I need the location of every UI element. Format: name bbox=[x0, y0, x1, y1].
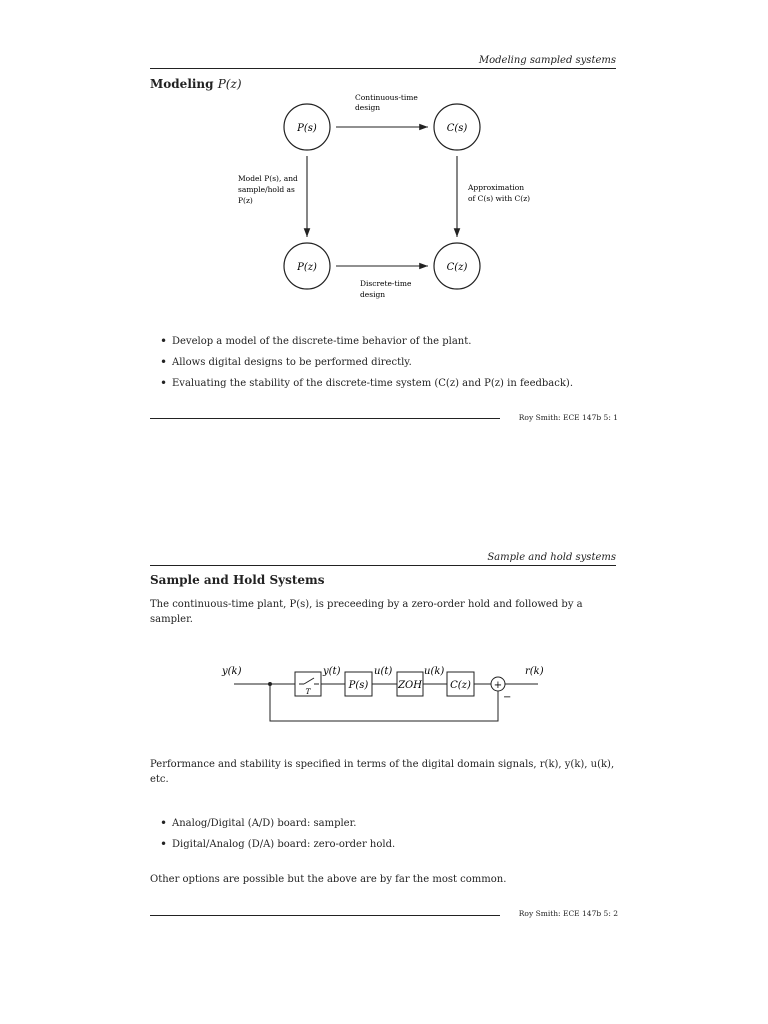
svg-text:Model P(s), and: Model P(s), and bbox=[238, 174, 298, 183]
slide2-performance-text: Performance and stability is specified in terms of the digital domain signals, r(k), y(k), u(k), etc. bbox=[150, 759, 615, 785]
sample-hold-block-diagram bbox=[0, 650, 768, 730]
summing-junction bbox=[491, 677, 511, 703]
svg-text:design: design bbox=[355, 103, 381, 112]
design-path-diagram bbox=[0, 0, 768, 320]
svg-text:design: design bbox=[360, 290, 386, 299]
sampler-block bbox=[295, 672, 321, 696]
svg-text:P(s): P(s) bbox=[297, 123, 317, 134]
svg-text:sample/hold as: sample/hold as bbox=[238, 185, 295, 194]
slide1-bullet-list bbox=[158, 331, 618, 394]
slide1-bullet: • Develop a model of the discrete-time behavior of the plant. bbox=[158, 331, 618, 352]
signal-yt-label: y(t) bbox=[323, 666, 341, 677]
svg-text:C(s): C(s) bbox=[446, 123, 468, 134]
slide2-footer: Roy Smith: ECE 147b 5: 2 bbox=[518, 909, 618, 918]
slide2-footer-rule bbox=[150, 915, 500, 916]
node-ps bbox=[284, 104, 330, 150]
zoh-block bbox=[397, 672, 423, 696]
slide2-title: Sample and Hold Systems bbox=[150, 573, 325, 587]
svg-text:C(z): C(z) bbox=[450, 680, 471, 691]
controller-block bbox=[447, 672, 474, 696]
label-discrete-time-design bbox=[360, 279, 412, 299]
label-model-plant bbox=[238, 174, 298, 205]
signal-rk-label: r(k) bbox=[525, 666, 544, 677]
slide2-header-rule bbox=[150, 565, 616, 566]
svg-text:T: T bbox=[305, 687, 311, 696]
slide1-bullet: • Evaluating the stability of the discrete-time system (C(z) and P(z) in feedback). bbox=[158, 373, 618, 394]
svg-text:−: − bbox=[503, 692, 512, 703]
slide2-bullet: • Analog/Digital (A/D) board: sampler. bbox=[158, 813, 618, 834]
svg-text:+: + bbox=[493, 680, 503, 691]
slide2-closing-text: Other options are possible but the above are by far the most common. bbox=[150, 874, 507, 885]
svg-text:ZOH: ZOH bbox=[398, 680, 422, 691]
slide1-title-text: Modeling bbox=[150, 77, 214, 91]
slide1-bullet: • Allows digital designs to be performed directly. bbox=[158, 352, 618, 373]
label-approximation bbox=[467, 183, 530, 203]
slide2-bullet: • Digital/Analog (D/A) board: zero-order hold. bbox=[158, 834, 618, 855]
slide1-footer-rule bbox=[150, 418, 500, 419]
slide1-footer: Roy Smith: ECE 147b 5: 1 bbox=[518, 413, 618, 422]
signal-ut-label: u(t) bbox=[374, 666, 393, 677]
plant-block bbox=[345, 672, 372, 696]
svg-text:P(z): P(z) bbox=[297, 262, 317, 273]
node-cz bbox=[434, 243, 480, 289]
slide2-bullet-list bbox=[158, 813, 618, 855]
svg-text:P(s): P(s) bbox=[348, 680, 369, 691]
label-continuous-time-design bbox=[355, 93, 418, 112]
node-cs bbox=[434, 104, 480, 150]
slide1-title-math: P(z) bbox=[217, 77, 242, 91]
svg-text:Continuous-time: Continuous-time bbox=[355, 93, 418, 102]
svg-text:of C(s) with C(z): of C(s) with C(z) bbox=[468, 194, 531, 203]
slide2-intro: The continuous-time plant, P(s), is preceeding by a zero-order hold and followed by a sampler. bbox=[150, 599, 583, 625]
svg-text:Discrete-time: Discrete-time bbox=[360, 279, 412, 288]
node-pz bbox=[284, 243, 330, 289]
slide2-header: Sample and hold systems bbox=[487, 552, 616, 563]
svg-text:P(z): P(z) bbox=[238, 196, 253, 205]
svg-text:C(z): C(z) bbox=[446, 262, 468, 273]
signal-yk-label: y(k) bbox=[222, 666, 242, 677]
signal-uk-label: u(k) bbox=[424, 666, 445, 677]
svg-text:Approximation: Approximation bbox=[468, 183, 525, 192]
slide1-header: Modeling sampled systems bbox=[478, 55, 616, 66]
